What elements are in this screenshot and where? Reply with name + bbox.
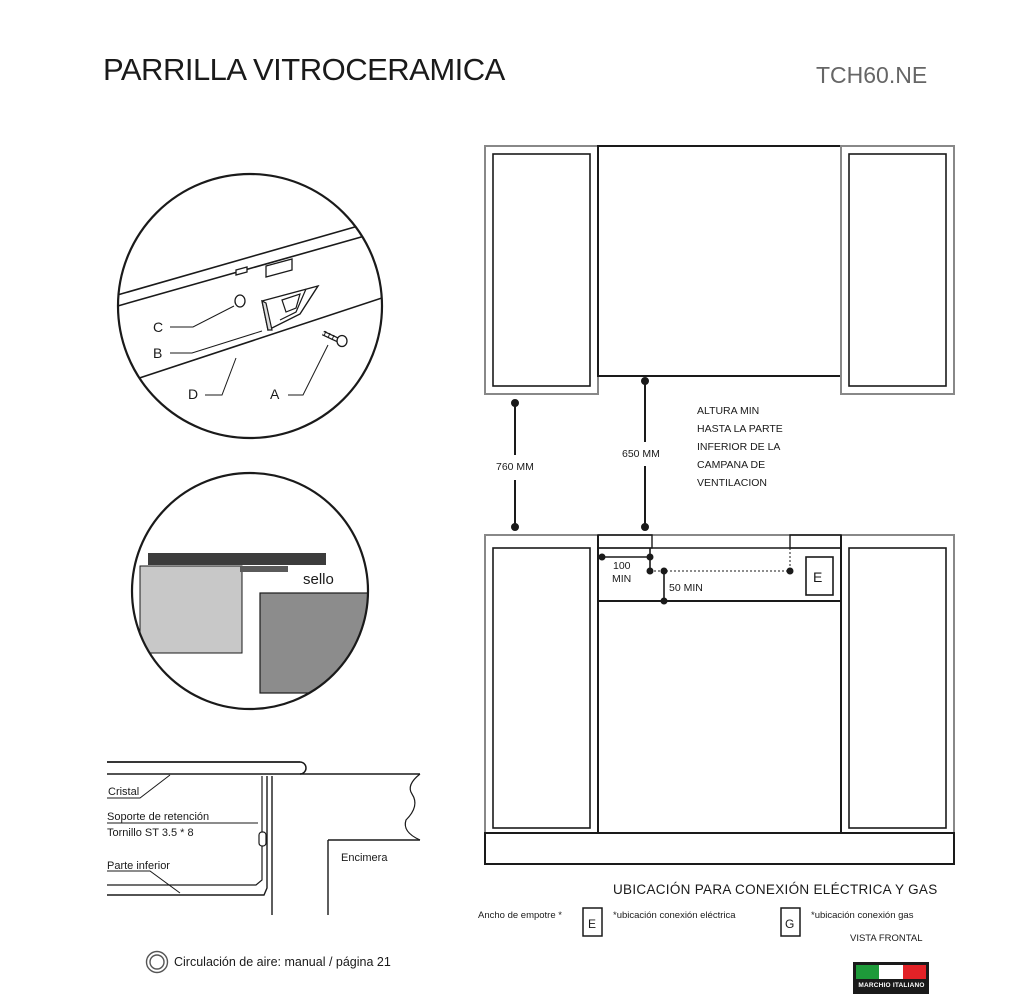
label-parte-inferior: Parte inferior (107, 860, 170, 872)
svg-text:INFERIOR DE LA: INFERIOR DE LA (697, 441, 781, 453)
label-c: C (153, 319, 164, 335)
seal-label: sello (303, 571, 334, 588)
svg-text:G: G (785, 917, 795, 931)
seal-detail-circle (132, 473, 390, 709)
connection-section-title: UBICACIÓN PARA CONEXIÓN ELÉCTRICA Y GAS (613, 882, 938, 897)
box-e-label: E (813, 569, 823, 585)
dim-760: 760 MM (496, 461, 534, 473)
label-cristal: Cristal (108, 786, 140, 798)
dim-100-min: MIN (612, 573, 632, 585)
svg-text:ALTURA MIN: ALTURA MIN (697, 405, 760, 417)
label-tornillo: Tornillo ST 3.5 * 8 (107, 827, 194, 839)
gas-connection-label: *ubicación conexión gas (811, 910, 914, 921)
label-encimera: Encimera (341, 852, 388, 864)
label-b: B (153, 345, 163, 361)
detail-circle-clip (100, 174, 400, 438)
dim-50: 50 MIN (669, 582, 703, 594)
ancho-label: Ancho de empotre * (478, 910, 562, 921)
dim-650: 650 MM (622, 448, 660, 460)
vista-frontal-label: VISTA FRONTAL (850, 933, 923, 944)
svg-text:VENTILACION: VENTILACION (697, 477, 768, 489)
air-circulation-icon (147, 952, 168, 973)
electric-connection-label: *ubicación conexión eléctrica (613, 910, 736, 921)
flag-label: MARCHIO ITALIANO (858, 982, 925, 989)
model-code: TCH60.NE (816, 62, 928, 88)
svg-text:HASTA LA PARTE: HASTA LA PARTE (697, 423, 783, 435)
svg-text:E: E (588, 917, 597, 931)
label-d: D (188, 386, 199, 402)
upper-cabinets (485, 146, 954, 394)
label-soporte: Soporte de retención (107, 811, 210, 823)
air-circulation-note: Circulación de aire: manual / página 21 (174, 955, 391, 969)
italian-flag-badge (853, 962, 929, 994)
altura-note (697, 405, 783, 489)
dim-100: 100 (613, 560, 631, 572)
page-title: PARRILLA VITROCERAMICA (103, 52, 505, 87)
label-a: A (270, 386, 280, 402)
base-cabinets (485, 535, 954, 864)
screw-icon (323, 331, 347, 347)
svg-text:CAMPANA DE: CAMPANA DE (697, 459, 766, 471)
